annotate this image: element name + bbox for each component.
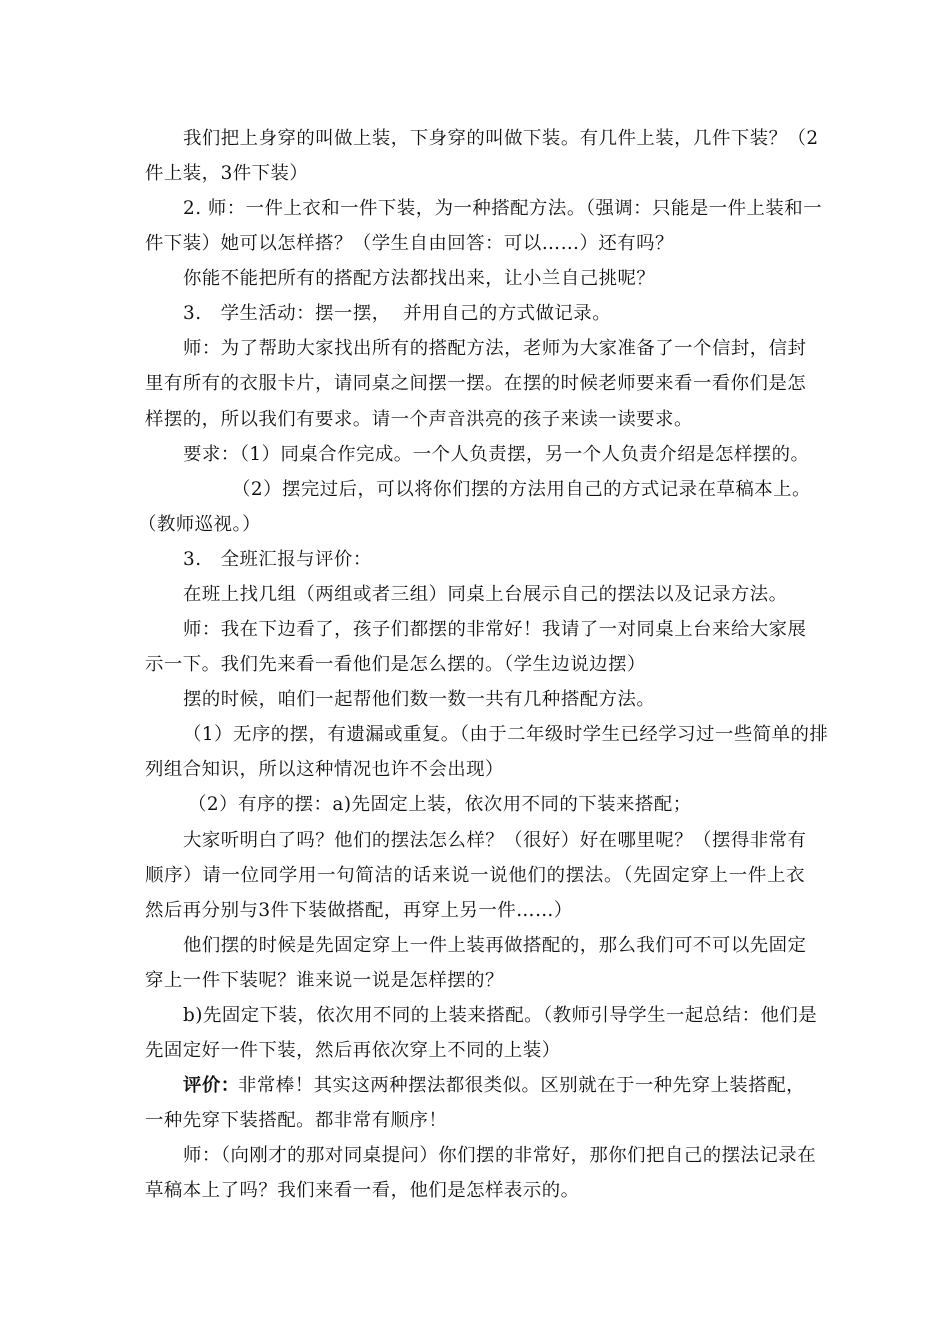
paragraph-line: （2）摆完过后，可以将你们摆的方法用自己的方式记录在草稿本上。 — [232, 479, 811, 500]
paragraph-line: （1）无序的摆，有遗漏或重复。（由于二年级时学生已经学习过一些简单的排 — [183, 724, 829, 745]
paragraph-line: 顺序）请一位同学用一句简洁的话来说一说他们的摆法。（先固定穿上一件上衣 — [145, 865, 805, 886]
paragraph-line: 大家听明白了吗？他们的摆法怎么样？（很好）好在哪里呢？（摆得非常有 — [183, 830, 807, 851]
paragraph-line: 草稿本上了吗？我们来看一看，他们是怎样表示的。 — [145, 1180, 580, 1201]
paragraph-line: 件上装，3件下装） — [145, 163, 309, 184]
paragraph-line: 里有所有的衣服卡片，请同桌之间摆一摆。在摆的时候老师要来看一看你们是怎 — [145, 373, 807, 394]
paragraph-line: 示一下。我们先来看一看他们是怎么摆的。（学生边说边摆） — [145, 654, 646, 675]
paragraph-line: 件下装）她可以怎样搭？（学生自由回答：可以……）还有吗？ — [145, 233, 674, 254]
paragraph-line: 师：我在下边看了，孩子们都摆的非常好！我请了一对同桌上台来给大家展 — [183, 619, 807, 640]
paragraph-line: 我们把上身穿的叫做上装，下身穿的叫做下装。有几件上装，几件下装？（2 — [183, 128, 819, 149]
paragraph-line: 列组合知识，所以这种情况也许不会出现） — [145, 759, 504, 780]
paragraph-line: （2）有序的摆：a)先固定上装，依次用不同的下装来搭配； — [188, 794, 692, 815]
paragraph-line: 非常棒！其实这两种摆法都很类似。区别就在于一种先穿上装搭配， — [238, 1075, 805, 1096]
section-heading: 3. 全班汇报与评价： — [183, 549, 372, 570]
evaluation-label: 评价： — [183, 1075, 240, 1096]
paragraph-line: b)先固定下装，依次用不同的上装来搭配。（教师引导学生一起总结：他们是 — [183, 1005, 818, 1026]
paragraph-line: 样摆的，所以我们有要求。请一个声音洪亮的孩子来读一读要求。 — [145, 409, 693, 430]
paragraph-line: 然后再分别与3件下装做搭配，再穿上另一件……） — [145, 900, 573, 921]
paragraph-line: 3. 学生活动：摆一摆， 并用自己的方式做记录。 — [183, 303, 612, 324]
paragraph-line: 在班上找几组（两组或者三组）同桌上台展示自己的摆法以及记录方法。 — [183, 584, 788, 605]
paragraph-line: 师：（向刚才的那对同桌提问）你们摆的非常好，那你们把自己的摆法记录在 — [183, 1145, 817, 1166]
paragraph-line: 你能不能把所有的搭配方法都找出来，让小兰自己挑呢？ — [183, 268, 656, 289]
paragraph-line: 2. 师：一件上衣和一件下装，为一种搭配方法。（强调：只能是一件上装和一 — [183, 198, 823, 219]
paragraph-line: 先固定好一件下装，然后再依次穿上不同的上装） — [145, 1040, 561, 1061]
paragraph-line: 穿上一件下装呢？谁来说一说是怎样摆的？ — [145, 970, 504, 991]
paragraph-line: 摆的时候，咱们一起帮他们数一数一共有几种搭配方法。 — [183, 689, 656, 710]
paragraph-line: 师：为了帮助大家找出所有的搭配方法，老师为大家准备了一个信封，信封 — [183, 338, 807, 359]
paragraph-line: 一种先穿下装搭配。都非常有顺序！ — [145, 1110, 448, 1131]
paragraph-line: 他们摆的时候是先固定穿上一件上装再做搭配的，那么我们可不可以先固定 — [183, 935, 807, 956]
paragraph-line: （教师巡视。） — [138, 514, 262, 535]
paragraph-line: 要求：（1）同桌合作完成。一个人负责摆，另一个人负责介绍是怎样摆的。 — [183, 444, 810, 465]
